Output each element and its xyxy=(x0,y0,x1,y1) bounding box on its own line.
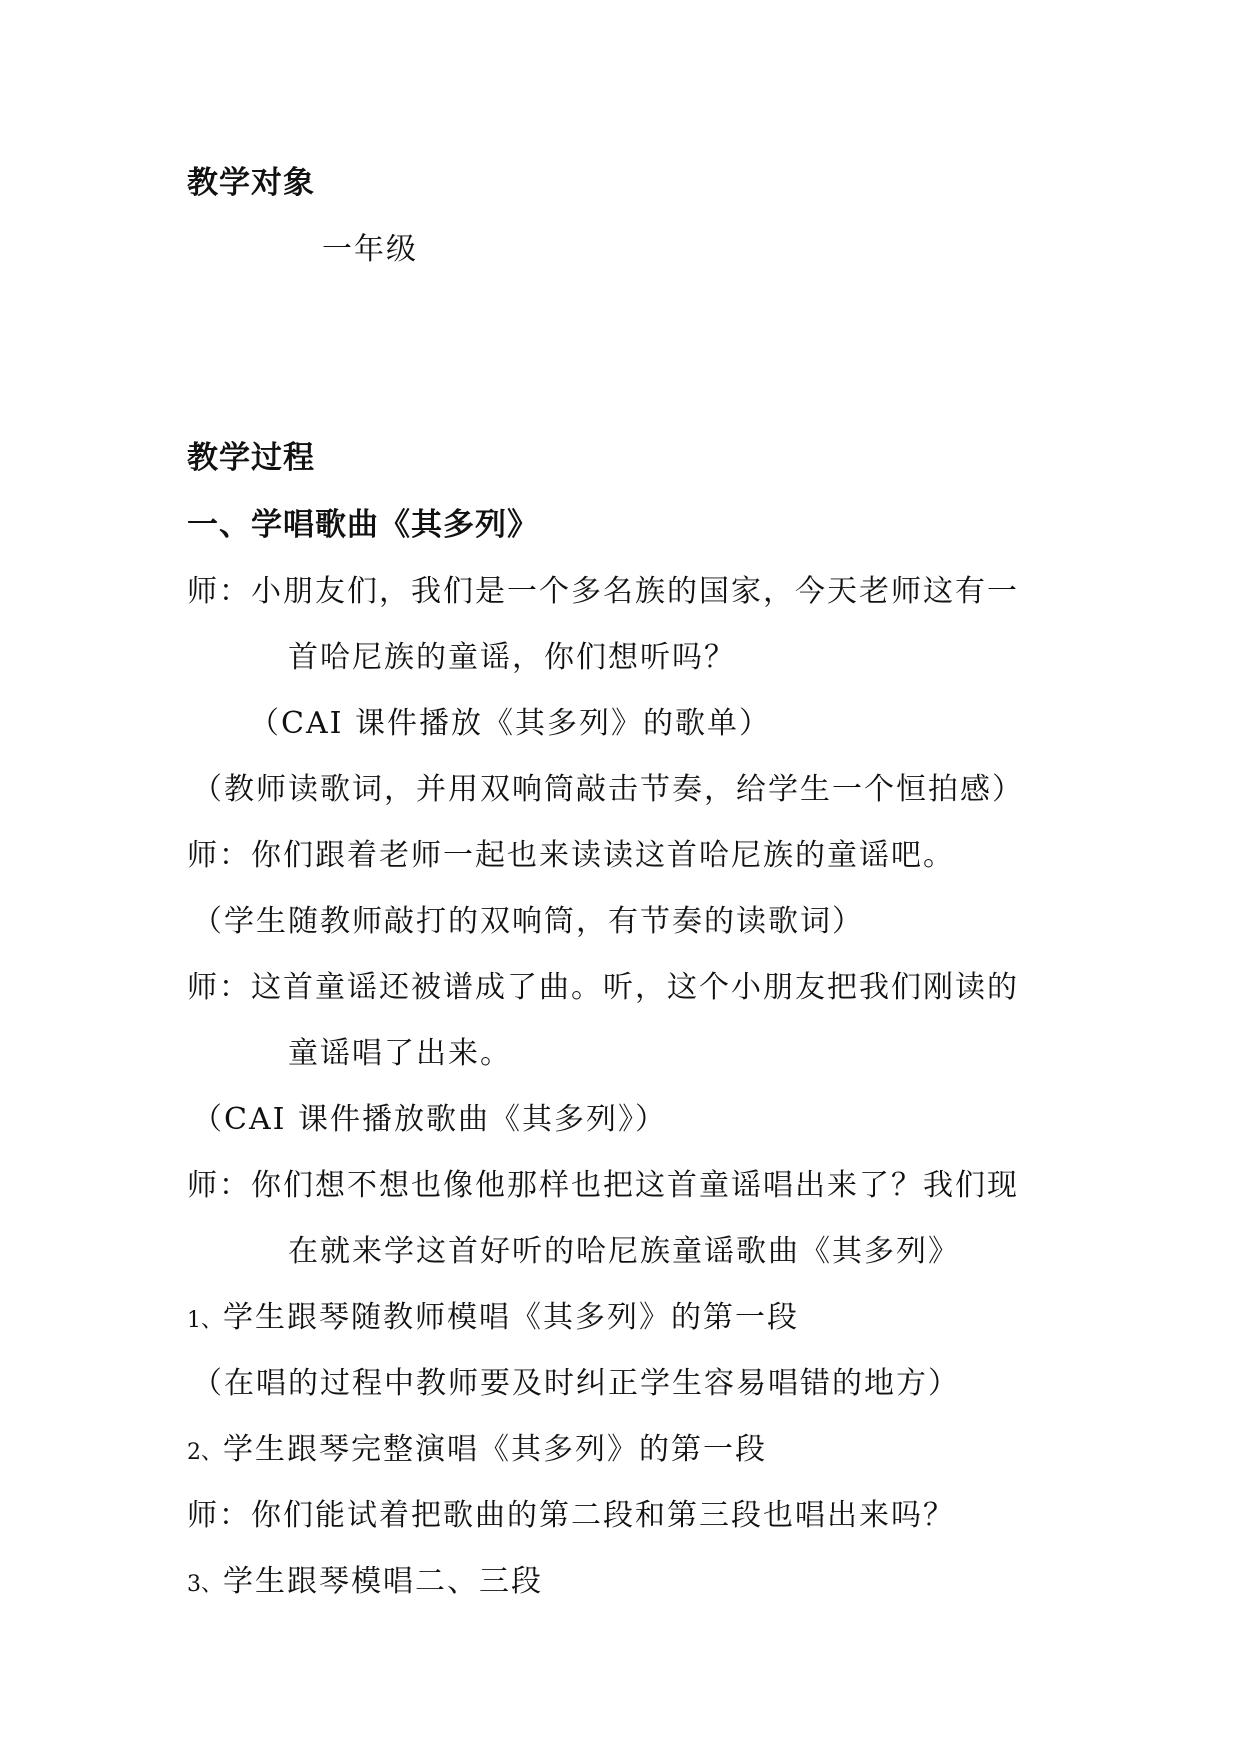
step-text: 学生跟琴模唱二、三段 xyxy=(223,1564,543,1599)
paragraph-line: 在就来学这首好听的哈尼族童谣歌曲《其多列》 xyxy=(288,1234,960,1269)
step-2 xyxy=(187,1430,767,1473)
step-note: （在唱的过程中教师要及时纠正学生容易唱错的地方） xyxy=(192,1366,960,1401)
section-heading-process: 教学过程 xyxy=(187,440,315,476)
step-number: 3、 xyxy=(187,1572,223,1597)
target-grade: 一年级 xyxy=(322,232,418,267)
step-number: 1、 xyxy=(187,1308,223,1333)
paragraph-line: （学生随教师敲打的双响筒，有节奏的读歌词） xyxy=(192,904,864,939)
paragraph-line: 师：你们想不想也像他那样也把这首童谣唱出来了？我们现 xyxy=(187,1168,1019,1203)
paragraph-line: （教师读歌词，并用双响筒敲击节奏，给学生一个恒拍感） xyxy=(192,772,1024,807)
step-number: 2、 xyxy=(187,1440,223,1465)
paragraph-line: 师：你们跟着老师一起也来读读这首哈尼族的童谣吧。 xyxy=(187,838,955,873)
part1-heading: 一、学唱歌曲《其多列》 xyxy=(187,507,539,543)
paragraph-line: 师：小朋友们，我们是一个多名族的国家，今天老师这有一 xyxy=(187,574,1019,609)
step-3 xyxy=(187,1562,543,1605)
paragraph-line: 师：你们能试着把歌曲的第二段和第三段也唱出来吗？ xyxy=(187,1498,955,1533)
paragraph-line: （CAI 课件播放歌曲《其多列》） xyxy=(192,1102,668,1137)
section-heading-target: 教学对象 xyxy=(187,165,315,201)
paragraph-line: 首哈尼族的童谣，你们想听吗？ xyxy=(288,640,736,675)
paragraph-line: 童谣唱了出来。 xyxy=(288,1036,512,1071)
step-text: 学生跟琴完整演唱《其多列》的第一段 xyxy=(223,1432,767,1467)
step-text: 学生跟琴随教师模唱《其多列》的第一段 xyxy=(223,1300,799,1335)
paragraph-line: 师：这首童谣还被谱成了曲。听，这个小朋友把我们刚读的 xyxy=(187,970,1019,1005)
paragraph-line: （CAI 课件播放《其多列》的歌单） xyxy=(249,706,772,741)
step-1 xyxy=(187,1298,799,1341)
